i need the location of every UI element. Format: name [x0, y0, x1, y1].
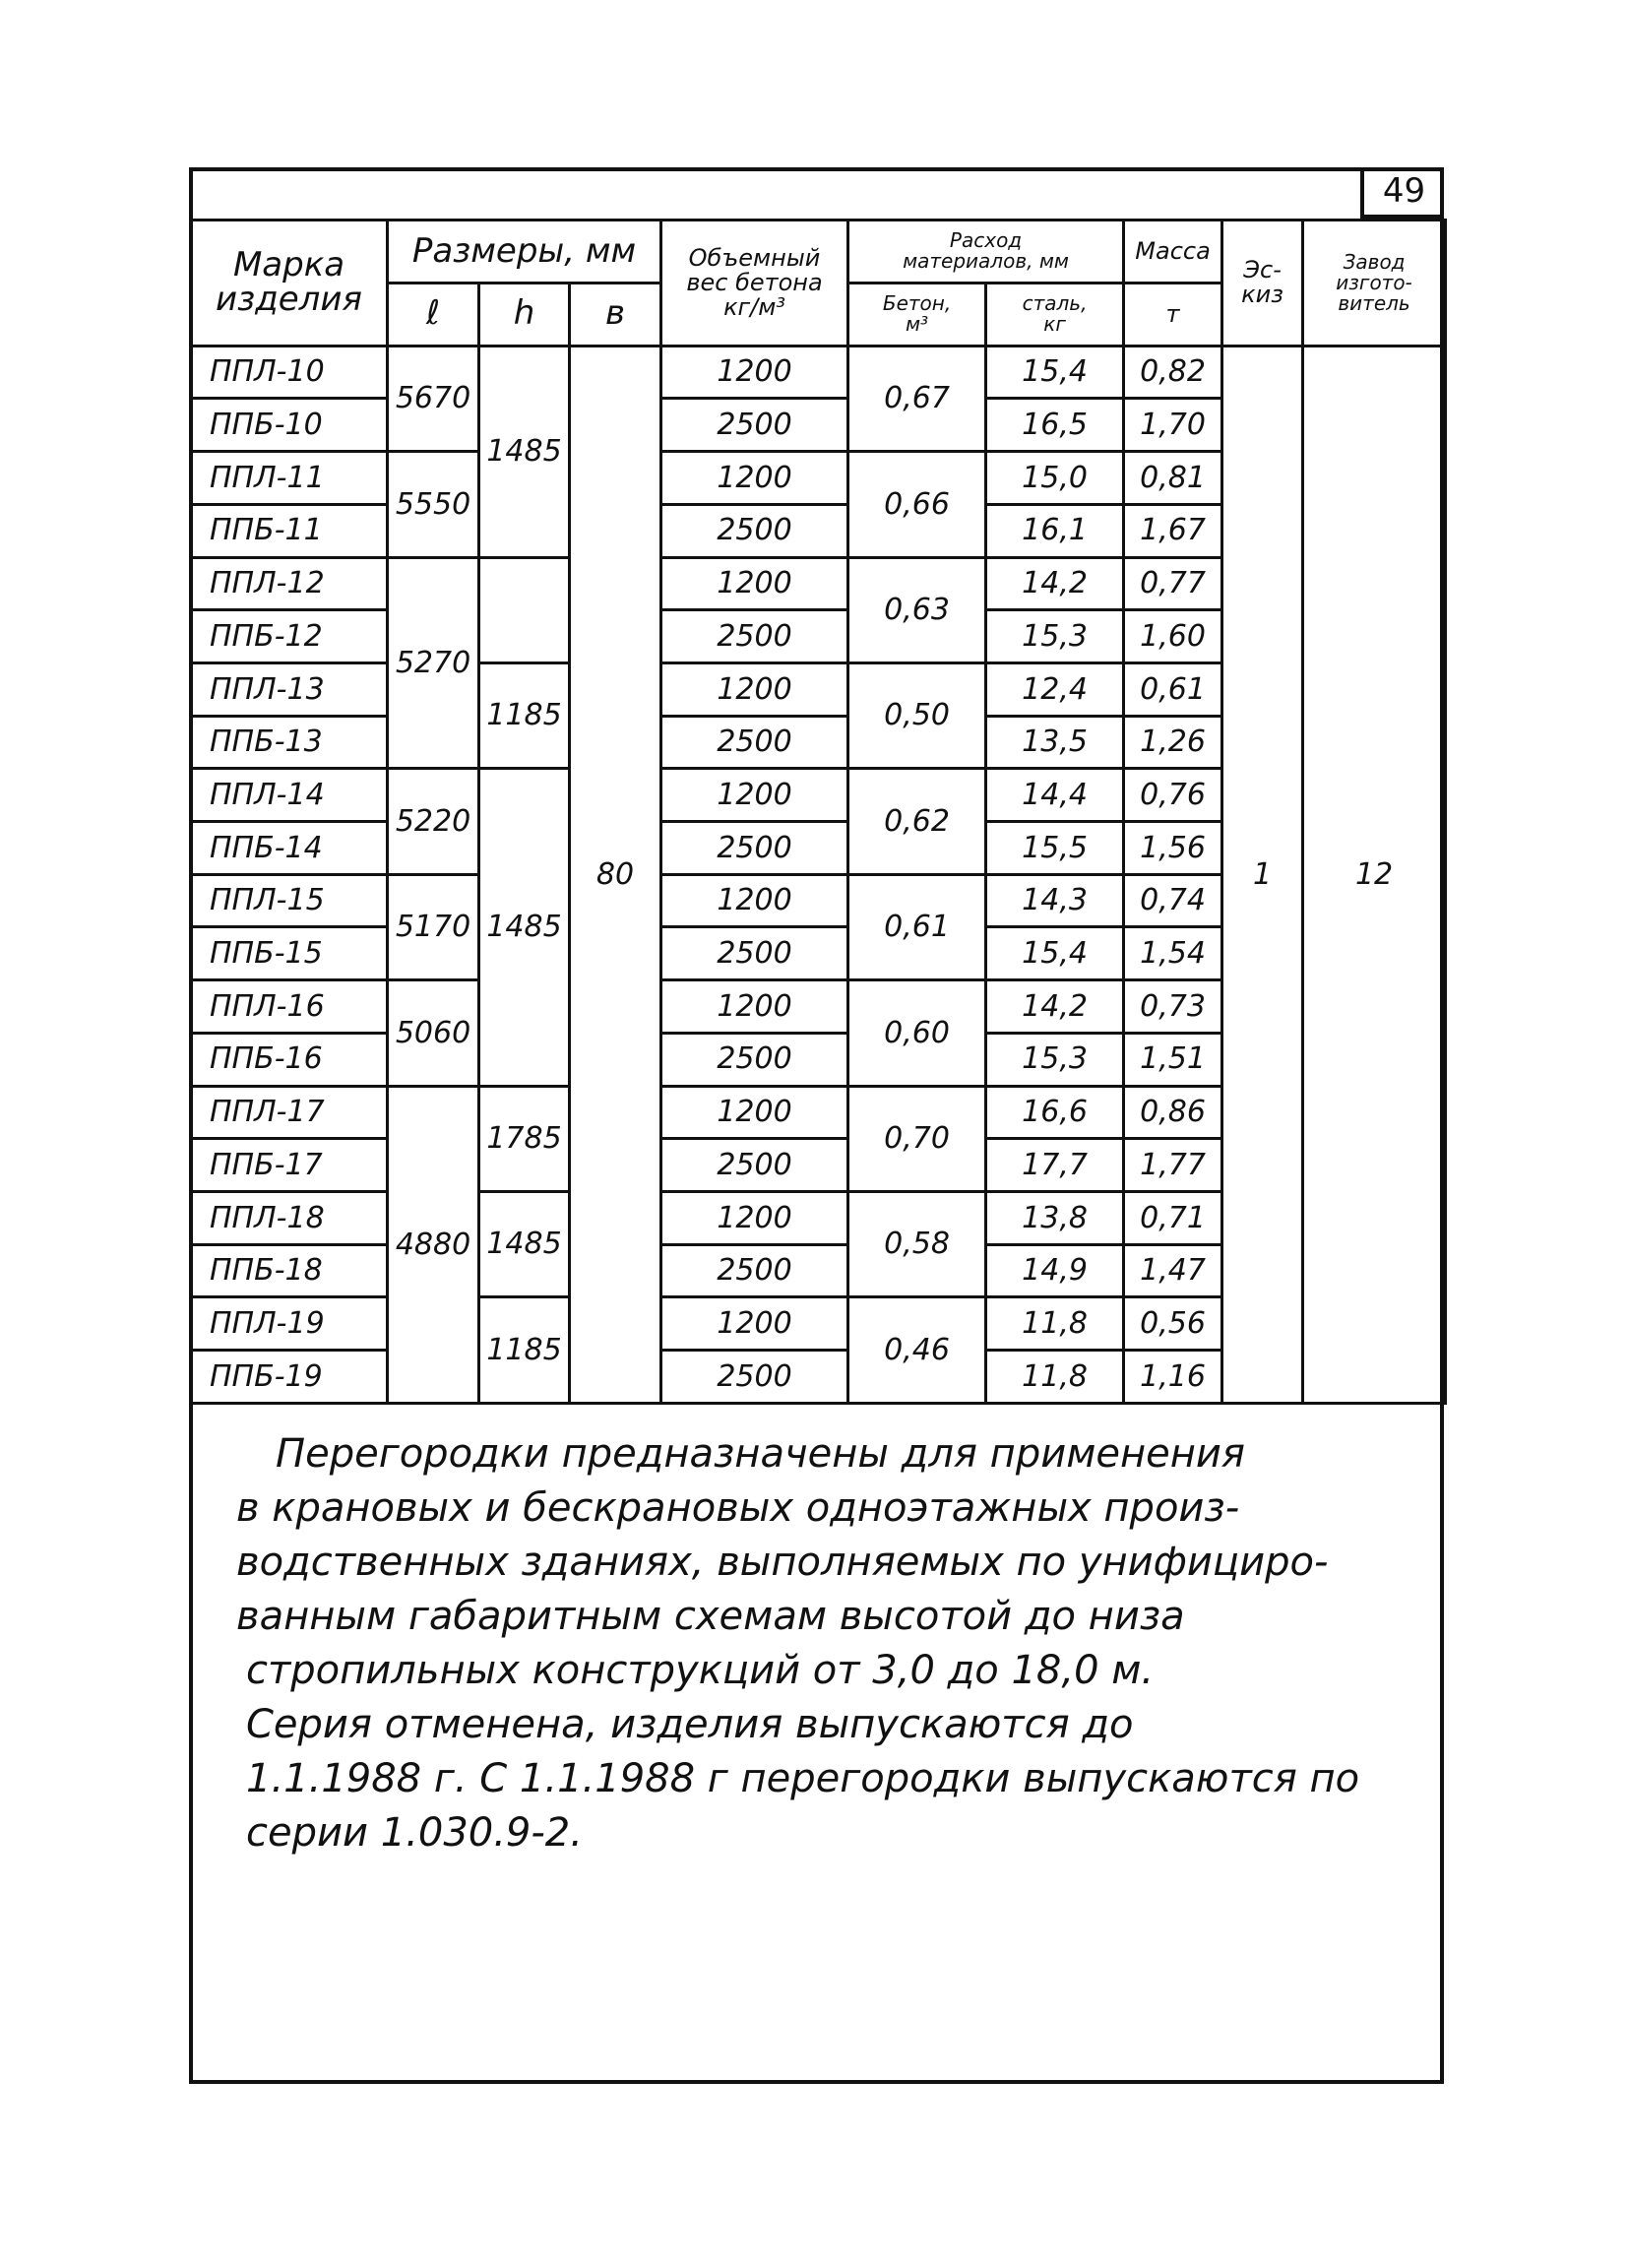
mark-cell: ППЛ-14: [191, 769, 388, 822]
mark-cell: ППБ-19: [191, 1351, 388, 1404]
mass-cell: 0,74: [1124, 874, 1222, 927]
mass-cell: 1,54: [1124, 927, 1222, 980]
header-weight: [661, 220, 848, 346]
concrete-cell: 0,66: [848, 452, 986, 557]
concrete-cell: 0,46: [848, 1297, 986, 1404]
concrete-cell: 0,63: [848, 557, 986, 662]
note-line: в крановых и бескрановых одноэтажных произ-: [236, 1485, 1240, 1531]
mass-cell: 0,77: [1124, 557, 1222, 610]
header-h: h: [479, 283, 570, 346]
l-cell: 5220: [388, 769, 479, 874]
specification-table-wrapper: [189, 219, 1444, 1405]
header-concrete-line1: Бетон,: [882, 291, 952, 316]
density-cell: 1200: [661, 662, 848, 716]
density-cell: 1200: [661, 1086, 848, 1139]
density-cell: 1200: [661, 452, 848, 505]
mark-cell: ППЛ-16: [191, 980, 388, 1034]
steel-cell: 17,7: [986, 1139, 1124, 1192]
header-factory: [1303, 220, 1446, 346]
mark-cell: ППБ-10: [191, 399, 388, 452]
density-cell: 2500: [661, 1033, 848, 1086]
h-cell: 1785: [479, 1086, 570, 1191]
mass-cell: 1,60: [1124, 610, 1222, 663]
header-materials-line1: Расход: [949, 228, 1023, 253]
header-l: ℓ: [388, 283, 479, 346]
note-line: ванным габаритным схемам высотой до низа: [236, 1594, 1185, 1639]
h-cell-blank: [479, 557, 570, 662]
l-cell: 4880: [388, 1086, 479, 1403]
mass-cell: 0,86: [1124, 1086, 1222, 1139]
concrete-cell: 0,50: [848, 662, 986, 768]
note-line: 1.1.1988 г. С 1.1.1988 г перегородки выпускаются по: [246, 1756, 1360, 1801]
note-line: Серия отменена, изделия выпускаются до: [246, 1702, 1134, 1747]
density-cell: 2500: [661, 610, 848, 663]
header-b: в: [570, 283, 661, 346]
mark-cell: ППБ-18: [191, 1244, 388, 1297]
steel-cell: 16,6: [986, 1086, 1124, 1139]
steel-cell: 13,8: [986, 1191, 1124, 1244]
steel-cell: 14,4: [986, 769, 1124, 822]
header-steel-line2: кг: [1043, 312, 1066, 337]
steel-cell: 12,4: [986, 662, 1124, 716]
steel-cell: 15,5: [986, 822, 1124, 875]
steel-cell: 11,8: [986, 1351, 1124, 1404]
concrete-cell: 0,67: [848, 346, 986, 451]
mark-cell: ППБ-16: [191, 1033, 388, 1086]
header-mark-line2: изделия: [216, 280, 362, 320]
header-sketch-line1: Эс-: [1243, 256, 1282, 284]
mark-cell: ППБ-17: [191, 1139, 388, 1192]
header-mass: Масса: [1124, 220, 1222, 284]
concrete-cell: 0,58: [848, 1191, 986, 1296]
density-cell: 2500: [661, 1139, 848, 1192]
header-weight-line1: Объемный: [688, 243, 821, 272]
density-cell: 2500: [661, 927, 848, 980]
mass-cell: 1,47: [1124, 1244, 1222, 1297]
header-steel-line1: сталь,: [1022, 291, 1088, 316]
density-cell: 2500: [661, 399, 848, 452]
header-materials: [848, 220, 1124, 284]
concrete-cell: 0,61: [848, 874, 986, 979]
mark-cell: ППБ-11: [191, 504, 388, 557]
density-cell: 1200: [661, 1297, 848, 1351]
mass-cell: 1,16: [1124, 1351, 1222, 1404]
h-cell: 1185: [479, 1297, 570, 1404]
steel-cell: 15,4: [986, 346, 1124, 399]
mass-cell: 1,67: [1124, 504, 1222, 557]
header-factory-line3: витель: [1338, 290, 1410, 315]
l-cell: 5170: [388, 874, 479, 979]
header-mark-line1: Марка: [232, 244, 345, 284]
concrete-cell: 0,60: [848, 980, 986, 1086]
mass-cell: 1,56: [1124, 822, 1222, 875]
density-cell: 1200: [661, 874, 848, 927]
mass-cell: 1,51: [1124, 1033, 1222, 1086]
density-cell: 1200: [661, 769, 848, 822]
steel-cell: 15,4: [986, 927, 1124, 980]
sketch-cell: 1: [1222, 346, 1303, 1403]
header-sketch-line2: киз: [1241, 281, 1283, 309]
mass-cell: 0,76: [1124, 769, 1222, 822]
steel-cell: 15,3: [986, 610, 1124, 663]
mark-cell: ППЛ-12: [191, 557, 388, 610]
mass-cell: 0,82: [1124, 346, 1222, 399]
steel-cell: 11,8: [986, 1297, 1124, 1351]
factory-cell: 12: [1303, 346, 1446, 1403]
mass-cell: 1,70: [1124, 399, 1222, 452]
density-cell: 1200: [661, 1191, 848, 1244]
steel-cell: 14,2: [986, 980, 1124, 1034]
h-cell: 1485: [479, 346, 570, 557]
mark-cell: ППБ-15: [191, 927, 388, 980]
header-concrete: [848, 283, 986, 346]
h-cell: 1485: [479, 1191, 570, 1296]
mark-cell: ППЛ-18: [191, 1191, 388, 1244]
l-cell: 5550: [388, 452, 479, 557]
mark-cell: ППЛ-19: [191, 1297, 388, 1351]
steel-cell: 15,0: [986, 452, 1124, 505]
header-materials-line2: материалов, мм: [903, 249, 1070, 274]
concrete-cell: 0,62: [848, 769, 986, 874]
mark-cell: ППЛ-10: [191, 346, 388, 399]
steel-cell: 15,3: [986, 1033, 1124, 1086]
mark-cell: ППЛ-11: [191, 452, 388, 505]
mark-cell: ППЛ-17: [191, 1086, 388, 1139]
mark-cell: ППБ-12: [191, 610, 388, 663]
mass-cell: 0,73: [1124, 980, 1222, 1034]
note-line: стропильных конструкций от 3,0 до 18,0 м.: [246, 1648, 1155, 1693]
mark-cell: ППЛ-13: [191, 662, 388, 716]
mass-cell: 0,56: [1124, 1297, 1222, 1351]
concrete-cell: 0,70: [848, 1086, 986, 1191]
mass-cell: 0,71: [1124, 1191, 1222, 1244]
header-factory-line2: изгото-: [1336, 270, 1412, 294]
note-line: водственных зданиях, выполняемых по унифициро-: [236, 1540, 1329, 1585]
steel-cell: 13,5: [986, 716, 1124, 769]
header-concrete-line2: м³: [905, 312, 929, 337]
density-cell: 2500: [661, 1351, 848, 1404]
density-cell: 2500: [661, 504, 848, 557]
mark-cell: ППБ-14: [191, 822, 388, 875]
density-cell: 2500: [661, 1244, 848, 1297]
header-factory-line1: Завод: [1343, 249, 1406, 274]
steel-cell: 14,9: [986, 1244, 1124, 1297]
header-sketch: [1222, 220, 1303, 346]
note-line: Перегородки предназначены для применения: [276, 1431, 1245, 1477]
mass-cell: 0,61: [1124, 662, 1222, 716]
steel-cell: 14,2: [986, 557, 1124, 610]
mark-cell: ППЛ-15: [191, 874, 388, 927]
steel-cell: 16,5: [986, 399, 1124, 452]
specification-table: [189, 219, 1447, 1405]
steel-cell: 16,1: [986, 504, 1124, 557]
density-cell: 2500: [661, 716, 848, 769]
mass-cell: 1,26: [1124, 716, 1222, 769]
b-cell: 80: [570, 346, 661, 1403]
header-weight-line3: кг/м³: [723, 292, 785, 321]
density-cell: 1200: [661, 346, 848, 399]
density-cell: 2500: [661, 822, 848, 875]
density-cell: 1200: [661, 980, 848, 1034]
mark-cell: ППБ-13: [191, 716, 388, 769]
steel-cell: 14,3: [986, 874, 1124, 927]
h-cell: 1185: [479, 662, 570, 768]
h-cell: 1485: [479, 769, 570, 1086]
header-sizes: Размеры, мм: [388, 220, 661, 284]
l-cell: 5270: [388, 557, 479, 769]
l-cell: 5060: [388, 980, 479, 1086]
header-mass-unit: т: [1124, 283, 1222, 346]
header-mark: [191, 220, 388, 346]
l-cell: 5670: [388, 346, 479, 451]
mass-cell: 1,77: [1124, 1139, 1222, 1192]
notes-block: [236, 1427, 1417, 1860]
mass-cell: 0,81: [1124, 452, 1222, 505]
header-steel: [986, 283, 1124, 346]
header-weight-line2: вес бетона: [686, 268, 823, 296]
page-number: 49: [1360, 167, 1444, 219]
density-cell: 1200: [661, 557, 848, 610]
note-line: серии 1.030.9-2.: [246, 1810, 583, 1856]
